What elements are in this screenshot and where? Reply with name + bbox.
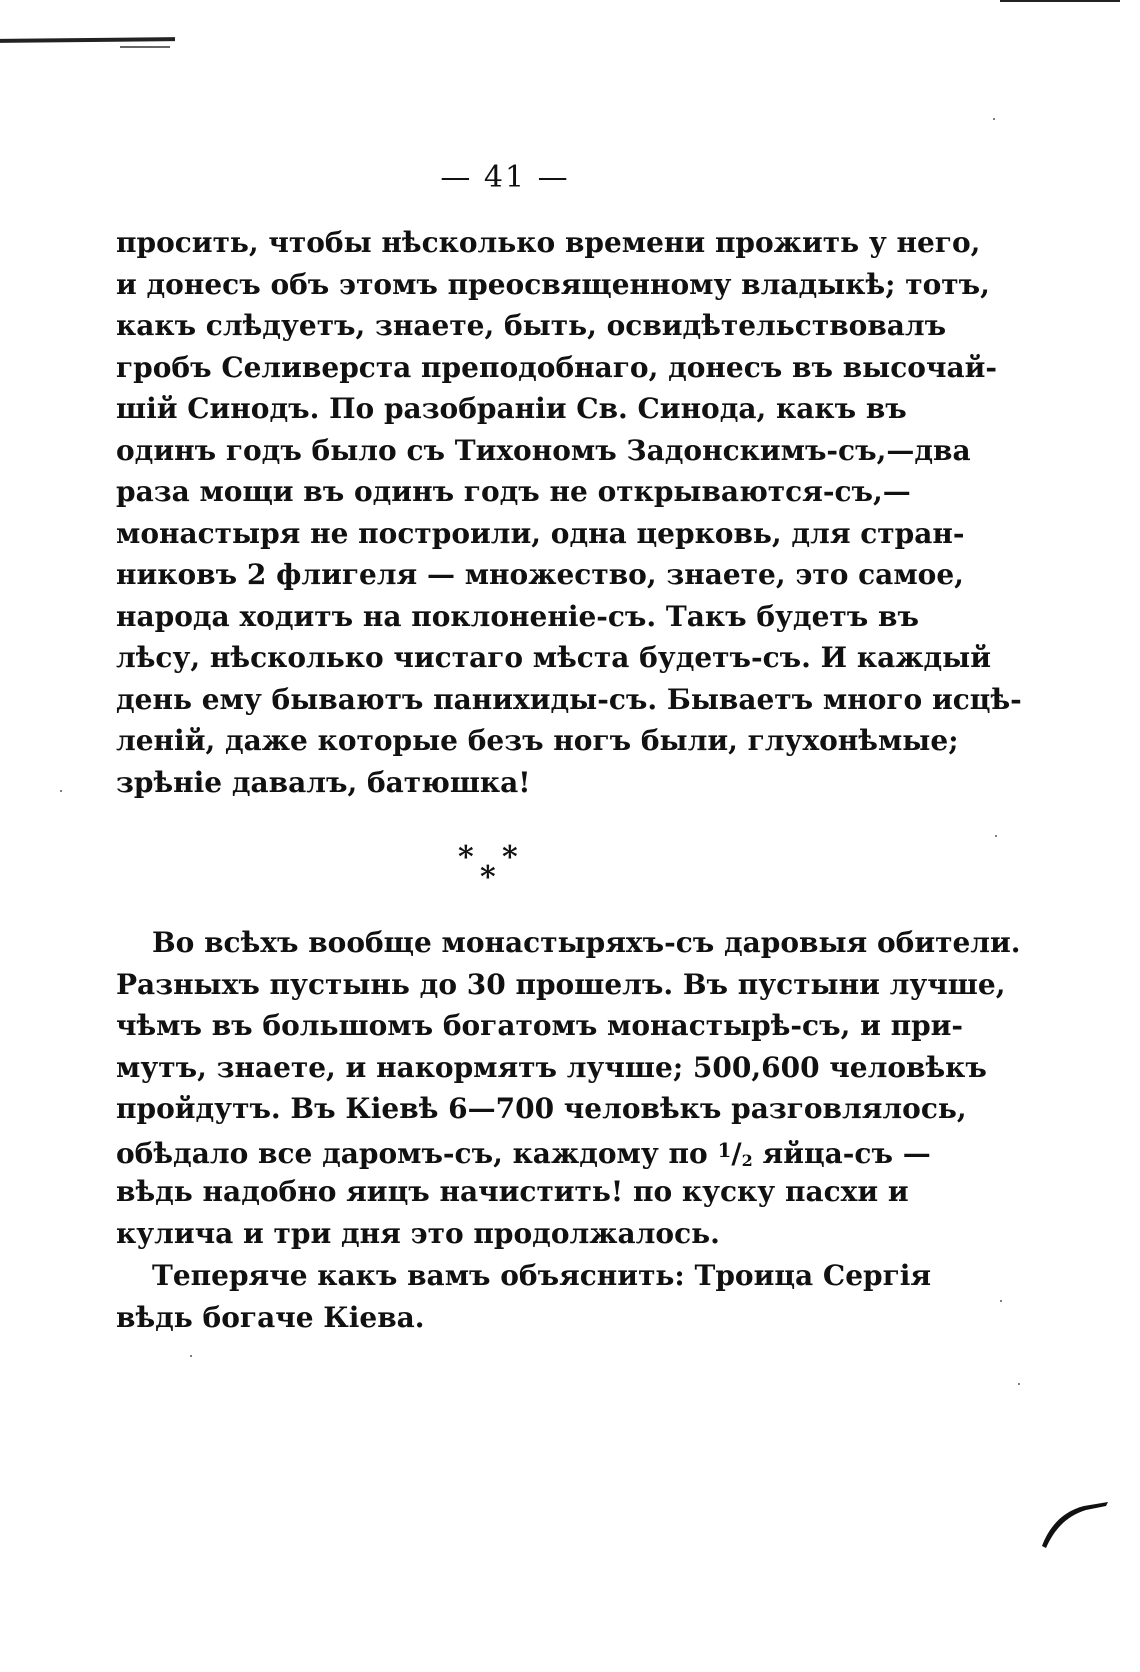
scan-dust: [995, 835, 997, 837]
text-line: гробъ Селиверста преподобнаго, донесъ въ высочай-: [116, 350, 997, 384]
text-line: раза мощи въ одинъ годъ не открываются-съ,—: [116, 475, 911, 508]
fraction-slash: /: [731, 1136, 742, 1170]
section-separator: [458, 840, 538, 900]
text-line: день ему бываютъ панихиды-съ. Бываетъ много исцѣ-: [116, 682, 1022, 716]
paragraph-1: [116, 222, 1022, 803]
text-line: чѣмъ въ большомъ богатомъ монастырѣ-съ, и при-: [116, 1009, 964, 1042]
text-line: просить, чтобы нѣсколько времени прожить у него,: [116, 226, 981, 259]
text-line: Разныхъ пустынь до 30 прошелъ. Въ пустыни лучше,: [116, 967, 1006, 1001]
text-line: пройдутъ. Въ Кіевѣ 6—700 человѣкъ разговлялось,: [116, 1092, 967, 1125]
scan-smudge: [120, 46, 170, 48]
scan-dust: [1018, 1383, 1020, 1385]
text-fragment: обѣдало все даромъ-съ, каждому по: [116, 1136, 718, 1170]
text-line: кулича и три дня это продолжалось.: [116, 1216, 720, 1250]
text-line: леній, даже которые безъ ногъ были, глухонѣмые;: [116, 724, 959, 757]
text-line: какъ слѣдуетъ, знаете, быть, освидѣтельствовалъ: [116, 309, 947, 342]
scan-dust: [1000, 1300, 1002, 1302]
text-line-with-fraction: [116, 1130, 931, 1172]
fraction-denominator: 2: [741, 1150, 753, 1170]
asterisk: *: [458, 840, 474, 875]
scan-smudge: [0, 37, 175, 43]
text-line: вѣдь надобно яицъ начистить! по куску пасхи и: [116, 1175, 909, 1208]
text-line: одинъ годъ было съ Тихономъ Задонскимъ-съ,—два: [116, 433, 971, 467]
page-number: — 41 —: [440, 160, 570, 195]
paragraph-2: [116, 922, 1021, 1254]
text-line: монастыря не построили, одна церковь, для стран-: [116, 516, 965, 550]
text-line: мутъ, знаете, и накормятъ лучше; 500,600 человѣкъ: [116, 1050, 987, 1084]
text-line: Во всѣхъ вообще монастыряхъ-съ даровыя обители.: [152, 926, 1021, 959]
scan-dust: [993, 118, 995, 120]
fraction-numerator: 1: [717, 1137, 732, 1162]
text-line: Теперяче какъ вамъ объяснить: Троица Сергія: [152, 1259, 932, 1292]
asterisk: *: [502, 840, 518, 875]
paragraph-3: [116, 1255, 932, 1338]
text-line: шій Синодъ. По разобраніи Св. Синода, какъ въ: [116, 392, 907, 425]
scan-dust: [190, 1355, 192, 1357]
text-line: народа ходитъ на поклоненіе-съ. Такъ будетъ въ: [116, 599, 919, 633]
text-line: вѣдь богаче Кіева.: [116, 1300, 425, 1334]
scan-dust: [60, 790, 62, 792]
scan-edge-line: [1000, 0, 1120, 2]
text-line: и донесъ объ этомъ преосвященному владыкѣ; тотъ,: [116, 267, 990, 301]
text-fragment: яйца-съ —: [752, 1136, 931, 1170]
text-line: зрѣніе давалъ, батюшка!: [116, 765, 531, 799]
text-line: лѣсу, нѣсколько чистаго мѣста будетъ-съ. И каждый: [116, 641, 991, 674]
text-line: никовъ 2 флигеля — множество, знаете, это самое,: [116, 558, 964, 591]
ink-stroke-icon: [1040, 1490, 1110, 1550]
asterisk: *: [480, 860, 496, 895]
